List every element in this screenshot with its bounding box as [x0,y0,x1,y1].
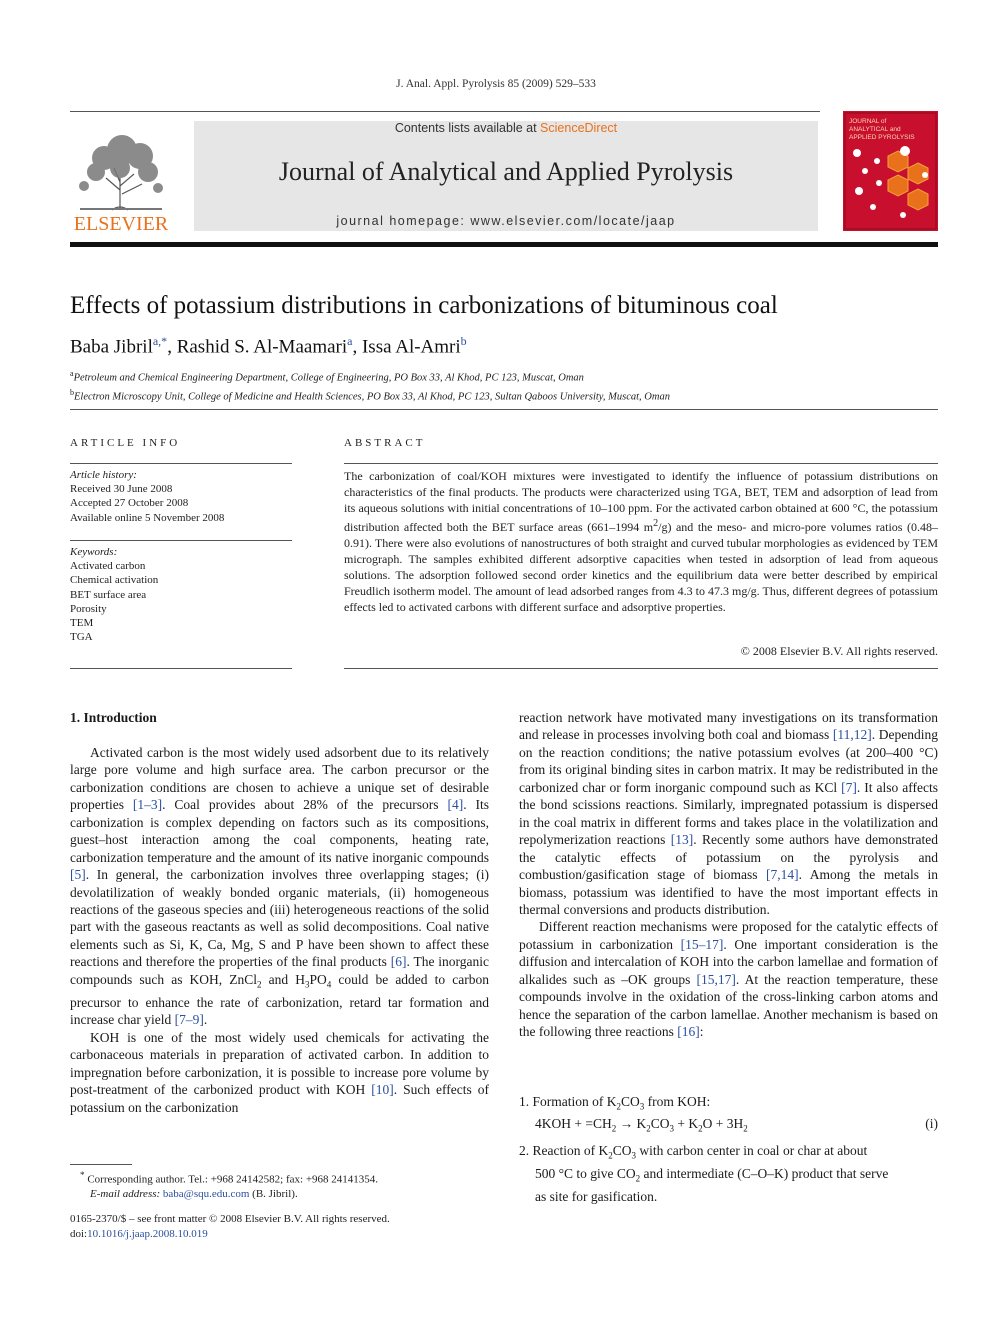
keyword-item: Activated carbon [70,560,146,573]
keyword-item: Porosity [70,602,107,615]
affiliation-text: Petroleum and Chemical Engineering Department, College of Engineering, PO Box 33, Al Khod, PC 123, Muscat, Oman [73,372,584,384]
list-item-label: 1. Formation of K [519,1094,617,1109]
author-list: Baba Jibril$^{a,*}$, Rashid S. Al-Maamari$^a$, Issa Al-Amri$^b$ [70,334,467,358]
author-affil-mark[interactable]: b [460,334,467,348]
abstract-rule [344,463,938,464]
citation-link[interactable]: [7–9] [174,1012,204,1028]
abstract-bottom-rule [344,668,938,669]
cover-title-line3: APPLIED PYROLYSIS [849,134,915,141]
history-received: Received 30 June 2008 [70,483,173,496]
keyword-item: TEM [70,617,94,630]
paragraph: reaction network have motivated many investigations on its transformation and release in processes involving both coal and biomass [11,12]. Depending on the reaction conditions; the native potassium evolves (at 200–400 °C) from its original binding sites in carbon matrix. It may be redistributed in the carbonized char or form inorganic compound such as KCl [7]. It also affects the bond scissions reactions. Similarly, impregnated potassium is dispersed in the coal matrix in different forms and takes place in the volatilization and repolymerization reactions [13]. Recently some authors have demonstrated the catalytic effects of potassium on the pyrolysis and combustion/gasification stage of biomass [7,14]. Among the metals in biomass, potassium was identified to have the most important effects in thermal conversions and products distribution. [519,710,938,917]
affiliation-text: Electron Microscopy Unit, College of Medicine and Health Sciences, PO Box 33, Al Khod, PC 123, Sultan Qaboos University, Muscat, Oman [74,391,670,403]
paragraph: Activated carbon is the most widely used adsorbent due to its relatively large pore volume and high surface area. The carbon precursor or the carbonization conditions are chosen to achieve a unique set of desirable properties [1–3]. Coal provides about 28% of the precursors [4]. Its carbonization is complex depending on factors such as its compositions, guest–host interaction among the coal components, heating rate, carbonization temperature and the amount of its native inorganic compounds [5]. In general, the carbonization involves three overlapping stages; (i) devolatilization of weakly bonded organic materials, (ii) homogeneous reactions of the gaseous species and (iii) heterogeneous reactions of the solid part with the gaseous reactants as well as solid decompositions. Coal native elements such as Si, K, Ca, Mg, S and P have been shown to affect these reactions and therefore the properties of the final products [6]. The inorganic compounds such as KOH, ZnCl$_2$ and $H_3PO_4$ could be added to carbon precursor to enhance the rate of carbonization, retard tar formation and increase char yield [7–9]. [70,744,490,1028]
article-info-rule [70,463,292,464]
author-name[interactable]: Issa Al-Amri [361,336,461,358]
list-item-label: 2. Reaction of K [519,1143,609,1158]
history-accepted: Accepted 27 October 2008 [70,497,189,510]
footnote-rule [70,1164,132,1165]
front-matter [70,1212,489,1241]
journal-title: Journal of Analytical and Applied Pyrolysis [278,157,734,186]
journal-cover-image[interactable] [843,111,938,231]
keyword-item: BET surface area [70,588,147,601]
section-heading-introduction: 1. Introduction [70,710,157,725]
cover-title-line2: ANALYTICAL and [849,126,901,133]
article-title: Effects of potassium distributions in carbonizations of bituminous coal [70,292,778,319]
citation-link[interactable]: [10] [371,1082,394,1098]
affiliation-a [70,367,670,386]
citation-link[interactable]: [11,12] [832,727,872,743]
email-suffix: (B. Jibril). [249,1188,298,1201]
citation-link[interactable]: [16] [677,1024,700,1040]
body-left-column [70,709,489,1116]
citation-link[interactable]: [7,14] [765,867,799,883]
keywords [70,545,292,644]
abstract-copyright: © 2008 Elsevier B.V. All rights reserved. [740,644,938,658]
elsevier-wordmark: ELSEVIER [73,213,169,232]
abstract-text: The carbonization of coal/KOH mixtures were investigated to identify the influence of potassium distributions on characteristics of the final products. The products were characterized using TGA, BET, TEM and adsorption of lead from its aqueous solutions with initial concentrations of 10–100 ppm. For the activated carbon obtained at 600 °C, the potassium distribution affected both the BET surface areas (661–1994 $m^2/g$) and the meso- and micro-pore volumes ratios (0.48–0.91). There were also evolutions of nanostructures of both straight and curved tubular morphologies as evidenced by TEM micrograph. The samples exhibited different adsorptive capacities when tested in adsorption of lead from aqueous solutions. The adsorption followed second order kinetics and the equilibrium data were better described by empirical Freudlich isotherm model. The amount of lead adsorbed ranges from 4.3 to 47.3 mg/g. Thus, different degrees of potassium effects led to activated carbons with different surface and adsorptive properties. [344,469,938,614]
citation-link[interactable]: [1–3] [132,797,163,813]
keywords-rule [70,540,292,541]
equation-i: $4KOH + =CH_2 \to K_2CO_3 + K_2O + 3H_2$ [535,1116,748,1134]
citation-link[interactable]: [5] [70,867,86,883]
doi-link[interactable]: 10.1016/j.jaap.2008.10.019 [87,1227,208,1240]
affiliation-b [70,386,670,405]
paragraph: KOH is one of the most widely used chemicals for activating the carbonaceous materials in preparation of activated carbon. In addition to impregnation before carbonization, it is possible to increase pore volume by post-treatment of the carbonized product with KOH [10]. Such effects of potassium on the carbonization [70,1029,489,1115]
doi-label: doi: [70,1227,88,1240]
cover-title-line1: JOURNAL of [849,118,887,125]
email-link[interactable]: baba@squ.edu.com [162,1188,250,1201]
author-name[interactable]: Rashid S. Al-Maamari [176,336,348,358]
email-label: E-mail address: [90,1188,161,1201]
keyword-item: TGA [70,631,93,644]
history-label: Article history: [70,469,137,481]
contents-prefix: Contents lists available at [394,121,541,135]
paragraph: Different reaction mechanisms were proposed for the catalytic effects of potassium in carbonization [15–17]. One important consideration is the diffusion and intercalation of KOH into the carbon lamellae and formation of alkalides such as –OK groups [15,17]. At the reaction temperature, these compounds involve in the oxidation of the cross-linking carbon atoms and hence the separation of the carbon lamellae. Another mechanism is based on the following three reactions [16]: [519,919,938,1040]
header-rule [70,111,820,112]
citation-link[interactable]: [6] [390,954,407,970]
citation-link[interactable]: [4] [447,797,464,813]
citation-link[interactable]: [13] [670,832,694,848]
affiliation-mark: a [70,369,74,378]
front-matter-text: 0165-2370/$ – see front matter © 2008 Elsevier B.V. All rights reserved. [70,1213,390,1225]
body-right-column [519,709,938,1041]
author-affil-mark[interactable]: a [347,334,353,348]
footnote-text: Corresponding author. Tel.: +968 24142582; fax: +968 24141354. [87,1173,379,1186]
contents-line [194,121,818,135]
article-history [70,468,292,525]
article-info-bottom-rule [70,668,292,669]
affiliations [70,367,670,405]
abstract-heading: ABSTRACT [344,437,426,449]
citation-link[interactable]: [7] [841,779,857,795]
corresponding-author-footnote: * Corresponding author. Tel.: +968 24142582; fax: +968 24141354. E-mail address: baba@squ.edu.com (B. Jibril). [80,1170,379,1201]
citation-link[interactable]: [15–17] [680,936,724,952]
header-thick-rule [70,242,938,247]
author-name[interactable]: Baba Jibril [70,336,153,358]
journal-citation: J. Anal. Appl. Pyrolysis 85 (2009) 529–533 [396,78,596,90]
equation-number: (i) [925,1116,938,1131]
sciencedirect-link[interactable]: ScienceDirect [540,121,618,135]
citation-link[interactable]: [15,17] [696,971,736,987]
journal-homepage-link[interactable]: journal homepage: www.elsevier.com/locate/jaap [336,214,676,228]
history-online: Available online 5 November 2008 [70,511,225,524]
reaction-list-item-1: 1. Formation of $K_2CO_3$ from KOH: [519,1094,711,1112]
reaction-list-item-2: 2. Reaction of $K_2CO_3$ with carbon center in coal or char at about 500 °C to give $CO_2$ and intermediate (C–O–K) product that serve as site for gasification. [519,1143,889,1205]
author-affil-mark[interactable]: a,* [152,334,168,348]
affiliation-mark: b [70,388,74,397]
article-info-heading: ARTICLE INFO [70,437,181,449]
title-rule [70,409,938,410]
keywords-label: Keywords: [70,546,118,558]
elsevier-logo[interactable] [70,120,172,232]
keyword-item: Chemical activation [70,574,159,587]
